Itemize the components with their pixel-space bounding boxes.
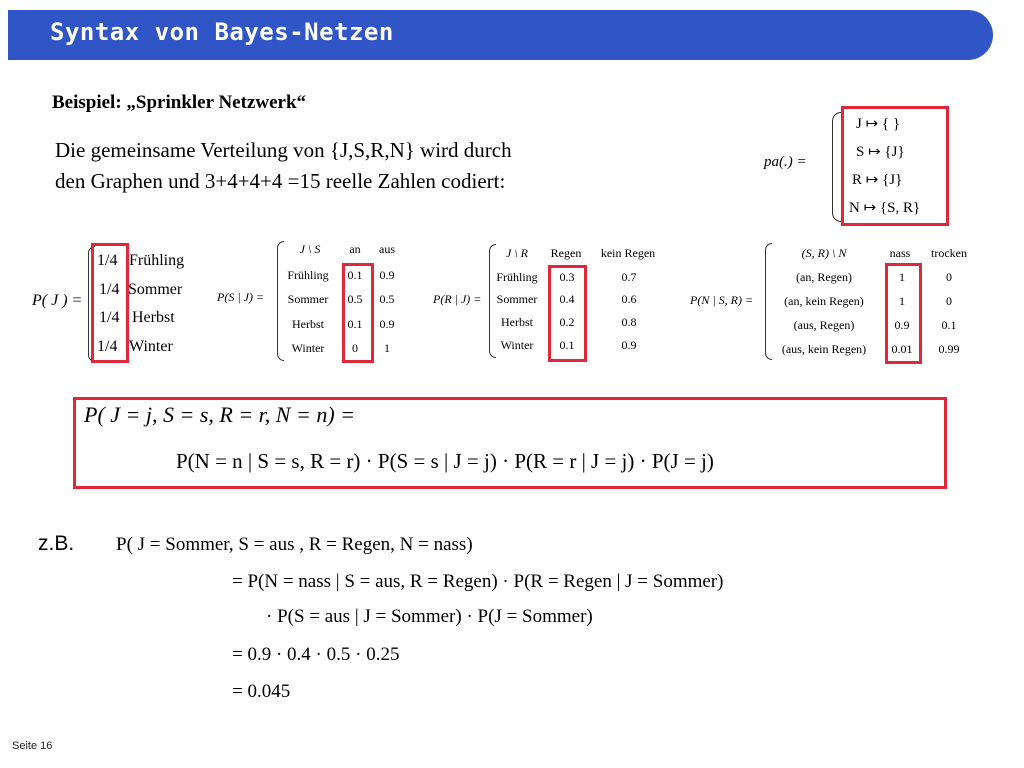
pr-label: P(R | J) =: [433, 292, 482, 306]
ps-cell: 0.5: [379, 292, 395, 306]
pr-corner: J \ R: [506, 246, 528, 260]
pn-label: P(N | S, R) =: [690, 293, 754, 307]
ps-cell: 1: [384, 341, 390, 355]
pj-label: P( J ) =: [32, 292, 83, 309]
pj-prob-1: 1/4: [97, 252, 118, 269]
ps-row-name: Winter: [291, 341, 325, 355]
joint-formula-line-2: P(N = n | S = s, R = r) · P(S = s | J = j) · P(R = r | J = j) · P(J = j): [176, 449, 714, 473]
pr-cell: 0.7: [621, 270, 637, 284]
example-prefix: z.B.: [38, 532, 75, 555]
pn-row-name: (aus, kein Regen): [781, 342, 867, 356]
pr-row-name: Herbst: [501, 315, 533, 329]
pj-season-1: Frühling: [129, 252, 185, 269]
parents-row-s: S ↦ {J}: [856, 144, 905, 160]
pn-cell: 0: [946, 294, 952, 308]
ps-row-name: Frühling: [287, 268, 329, 282]
pn-cell: 1: [899, 294, 905, 308]
example-line-5: = 0.045: [232, 681, 291, 702]
ps-corner: J \ S: [299, 242, 321, 256]
pj-prob-2: 1/4: [99, 281, 120, 298]
pn-col-nass: nass: [889, 246, 911, 260]
pr-cell: 0.4: [559, 292, 575, 306]
joint-formula-line-1: P( J = j, S = s, R = r, N = n) =: [84, 402, 355, 427]
ps-row-name: Herbst: [292, 317, 324, 331]
pj-season-3: Herbst: [132, 309, 175, 326]
pr-cell: 0.1: [559, 338, 575, 352]
slide-title: Syntax von Bayes-Netzen: [50, 18, 394, 46]
pj-season-2: Sommer: [128, 281, 183, 298]
example-heading: Beispiel: „Sprinkler Netzwerk“: [52, 92, 307, 113]
intro-line-2: den Graphen und 3+4+4+4 =15 reelle Zahlen codiert:: [55, 169, 506, 193]
pn-row-name: (aus, Regen): [793, 318, 855, 332]
pn-corner: (S, R) \ N: [801, 246, 847, 260]
pj-prob-4: 1/4: [97, 338, 118, 355]
pr-col-regen: Regen: [550, 246, 582, 260]
example-line-2: = P(N = nass | S = aus, R = Regen) · P(R = Regen | J = Sommer): [232, 571, 724, 592]
pn-cell: 0.01: [891, 342, 913, 356]
parents-row-r: R ↦ {J}: [852, 172, 903, 188]
pr-cell: 0.8: [621, 315, 637, 329]
ps-cell: 0.9: [379, 317, 395, 331]
ps-col-aus: aus: [379, 242, 395, 256]
ps-cell: 0.5: [347, 292, 363, 306]
pn-cell: 1: [899, 270, 905, 284]
page-number: Seite 16: [12, 740, 53, 752]
pr-cell: 0.3: [559, 270, 575, 284]
pn-col-trocken: trocken: [931, 246, 967, 260]
pr-cell: 0.9: [621, 338, 637, 352]
example-line-4: = 0.9 · 0.4 · 0.5 · 0.25: [232, 644, 400, 665]
example-line-3: · P(S = aus | J = Sommer) · P(J = Sommer): [266, 606, 593, 627]
ps-col-an: an: [349, 242, 361, 256]
pj-prob-3: 1/4: [99, 309, 120, 326]
pn-row-name: (an, kein Regen): [784, 294, 864, 308]
pn-row-name: (an, Regen): [796, 270, 852, 284]
parents-brace: [832, 112, 841, 222]
ps-row-name: Sommer: [287, 292, 329, 306]
ps-cell: 0.1: [347, 268, 363, 282]
pr-row-name: Frühling: [496, 270, 538, 284]
pr-row-name: Winter: [500, 338, 534, 352]
intro-line-1: Die gemeinsame Verteilung von {J,S,R,N} wird durch: [55, 138, 512, 162]
pn-cell: 0: [946, 270, 952, 284]
pr-col-kein-regen: kein Regen: [600, 246, 656, 260]
parents-row-j: J ↦ { }: [856, 116, 901, 132]
ps-cell: 0.1: [347, 317, 363, 331]
pr-cell: 0.2: [559, 315, 575, 329]
ps-cell: 0.9: [379, 268, 395, 282]
example-line-1: P( J = Sommer, S = aus , R = Regen, N = nass): [116, 534, 473, 555]
pr-cell: 0.6: [621, 292, 637, 306]
pj-season-4: Winter: [129, 338, 173, 355]
parents-row-n: N ↦ {S, R}: [849, 200, 921, 216]
ps-label: P(S | J) =: [217, 290, 265, 304]
parents-label: pa(.) =: [764, 154, 807, 170]
pr-row-name: Sommer: [496, 292, 538, 306]
pn-cell: 0.9: [894, 318, 910, 332]
pn-cell: 0.99: [938, 342, 960, 356]
title-bar: [8, 10, 993, 60]
pn-cell: 0.1: [941, 318, 957, 332]
ps-cell: 0: [352, 341, 358, 355]
